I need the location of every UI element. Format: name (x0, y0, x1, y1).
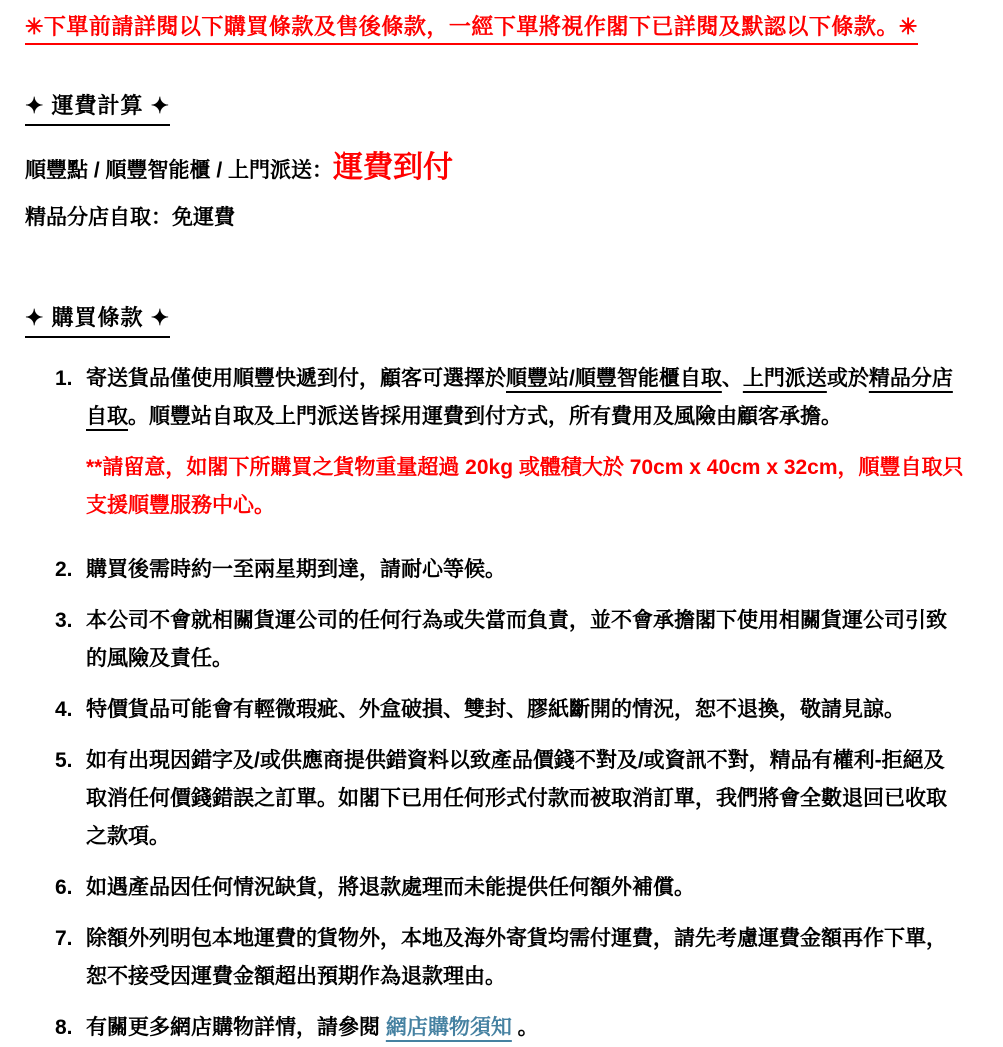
term-5-text: 如有出現因錯字及/或供應商提供錯資料以致產品價錢不對及/或資訊不對，精品有權利-拒絕及取消任何價錢錯誤之訂單。如閣下已用任何形式付款而被取消訂單，我們將會全數退回已收取之款項。 (86, 749, 947, 848)
cod-highlight: 運費到付 (333, 151, 454, 184)
term-number: 8. (55, 1016, 73, 1039)
term-number: 1. (55, 367, 73, 390)
shipping-section-heading (25, 89, 965, 126)
term-number: 5. (55, 749, 73, 772)
order-warning-banner (25, 14, 965, 45)
term-body (86, 360, 965, 538)
term-number: 3. (55, 609, 73, 632)
term-item-3 (55, 602, 965, 678)
weight-limit-note: **請留意，如閣下所購買之貨物重量超過 20kg 或體積大於 70cm x 40cm x 32cm，順豐自取只支援順豐服務中心。 (86, 456, 964, 517)
term-7-text: 除額外列明包本地運費的貨物外，本地及海外寄貨均需付運費，請先考慮運費金額再作下單，恕不接受因運費金額超出預期作為退款理由。 (86, 927, 947, 988)
term-8-seg: 。 (511, 1016, 539, 1039)
term-2-text: 購買後需時約一至兩星期到達，請耐心等候。 (86, 558, 506, 581)
terms-list (25, 360, 965, 1047)
term-item-4 (55, 691, 965, 729)
term-item-5 (55, 742, 965, 856)
term-1-seg: 、 (721, 367, 743, 390)
shop-guide-link[interactable]: 網店購物須知 (385, 1016, 512, 1039)
term-number: 4. (55, 698, 73, 721)
terms-section-heading (25, 301, 965, 338)
term-item-7 (55, 920, 965, 996)
term-8-seg: 有關更多網店購物詳情，請參閱 (86, 1016, 386, 1039)
term-1-text (86, 360, 965, 436)
order-warning-text: ✳下單前請詳閱以下購買條款及售後條款，一經下單將視作閣下已詳閱及默認以下條款。✳ (25, 14, 918, 45)
term-1-seg: 或於 (826, 367, 869, 390)
terms-heading-text: ✦ 購買條款 ✦ (25, 301, 170, 338)
pickup-option-sf-station: 順豐站/順豐智能櫃自取 (506, 367, 722, 390)
term-3-text: 本公司不會就相關貨運公司的任何行為或失當而負責，並不會承擔閣下使用相關貨運公司引致的風險及責任。 (86, 609, 947, 670)
term-4-text: 特價貨品可能會有輕微瑕疵、外盒破損、雙封、膠紙斷開的情況，恕不退換，敬請見諒。 (86, 698, 905, 721)
term-item-1 (55, 360, 965, 538)
term-8-text (86, 1009, 965, 1047)
shipping-heading-text: ✦ 運費計算 ✦ (25, 89, 170, 126)
term-1-seg: 。順豐站自取及上門派送皆採用運費到付方式，所有費用及風險由顧客承擔。 (128, 405, 842, 428)
term-number: 2. (55, 558, 73, 581)
term-1-seg: 寄送貨品僅使用順豐快遞到付，顧客可選擇於 (86, 367, 506, 390)
term-item-2 (55, 551, 965, 589)
term-item-6 (55, 869, 965, 907)
term-number: 7. (55, 927, 73, 950)
shipping-methods-line (25, 150, 965, 189)
term-number: 6. (55, 876, 73, 899)
pickup-option-home-delivery: 上門派送 (742, 367, 827, 390)
term-6-text: 如遇產品因任何情況缺貨，將退款處理而未能提供任何額外補償。 (86, 876, 695, 899)
shipping-methods-label: 順豐點 / 順豐智能櫃 / 上門派送： (25, 159, 334, 182)
pickup-option-store: 精品分店自取 (86, 367, 953, 428)
store-pickup-line: 精品分店自取：免運費 (25, 206, 235, 229)
term-item-8 (55, 1009, 965, 1047)
